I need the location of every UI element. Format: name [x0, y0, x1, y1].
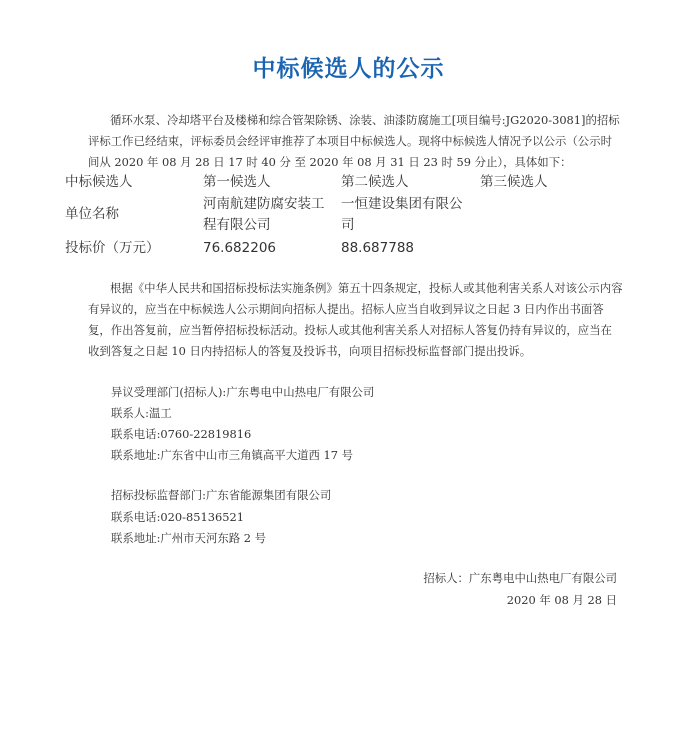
signature-date: 2020 年 08 月 28 日 — [506, 593, 617, 607]
objection-phone: 联系电话:0760-22819816 — [111, 427, 252, 441]
price-first: 76.682206 — [203, 240, 277, 256]
price-row-label: 投标价（万元） — [65, 240, 160, 256]
supervision-address: 联系地址:广州市天河东路 2 号 — [111, 531, 267, 545]
intro-paragraph: 循环水泵、冷却塔平台及楼梯和综合管架除锈、涂装、油漆防腐施工[项目编号:JG2020-3081]的招标评标工作已经结束，评标委员会经评审推荐了本项目中标候选人。现将中标候选人情况予以公示（公示时间从 2020 年 08 月 28 日 17 时 40 分 至 2020 年 08 月 31 日 23 时 59 分止），具体如下： — [88, 113, 620, 169]
price-second: 88.687788 — [341, 240, 415, 256]
company-row-label: 单位名称 — [65, 206, 119, 222]
notice-paragraph: 根据《中华人民共和国招标投标法实施条例》第五十四条规定，投标人或其他利害关系人对该公示内容有异议的，应当在中标候选人公示期间向招标人提出。招标人应当自收到异议之日起 3 日内作出书面答复，作出答复前，应当暂停招标投标活动。投标人或其他利害关系人对招标人答复仍持有异议的，应当在收到答复之日起 10 日内持招标人的答复及投诉书，向项目招标投标监督部门提出投诉。 — [88, 281, 623, 358]
supervision-dept: 招标投标监督部门:广东省能源集团有限公司 — [111, 488, 332, 502]
company-second: 一恒建设集团有限公司 — [341, 196, 463, 233]
objection-address: 联系地址:广东省中山市三角镇高平大道西 17 号 — [111, 448, 353, 462]
company-first: 河南航建防腐安装工程有限公司 — [203, 196, 325, 233]
table-header-second: 第二候选人 — [341, 174, 409, 190]
supervision-phone: 联系电话:020-85136521 — [111, 510, 244, 524]
table-header-third: 第三候选人 — [480, 174, 548, 190]
table-header-first: 第一候选人 — [203, 174, 271, 190]
objection-contact: 联系人:温工 — [111, 406, 172, 420]
table-header-label: 中标候选人 — [65, 174, 133, 190]
page-title: 中标候选人的公示 — [252, 56, 445, 82]
tenderer-signature: 招标人：广东粤电中山热电厂有限公司 — [423, 571, 617, 585]
objection-dept: 异议受理部门(招标人):广东粤电中山热电厂有限公司 — [111, 385, 375, 399]
